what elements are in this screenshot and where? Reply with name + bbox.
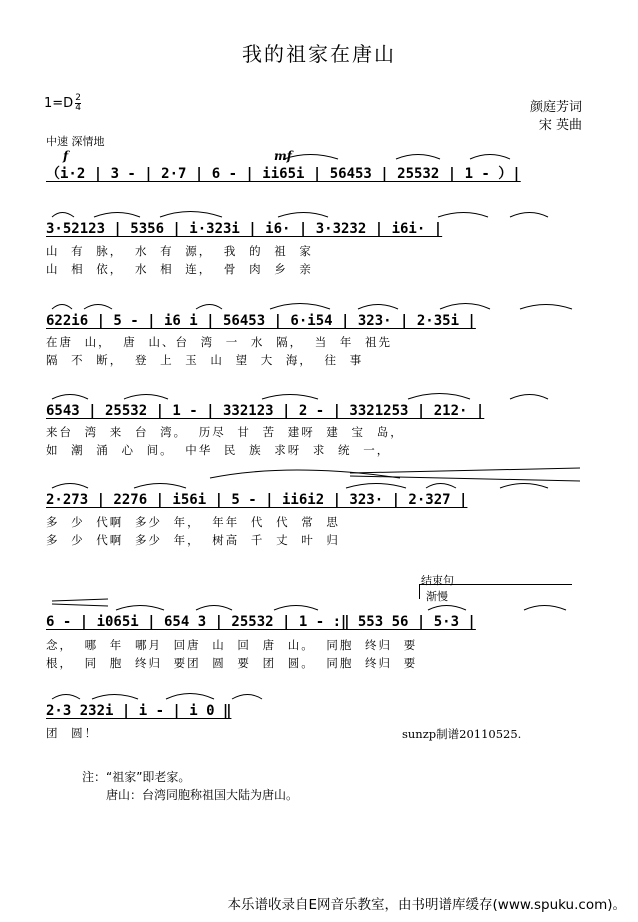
lyrics-row-3-verse-2: 隔 不 断， 登 上 玉 山 望 大 海， 往 事 <box>46 353 364 367</box>
notation-row-1: （i·2 | 3 - | 2·7 | 6 - | ii65i | 56453 | 25532 | 1 - ）| <box>46 166 521 182</box>
lyrics-row-5-verse-2: 多 少 代啊 多少 年， 树高 千 丈 叶 归 <box>46 533 340 547</box>
footnote-1: 注：“祖家”即老家。 <box>82 770 191 784</box>
lyrics-row-5-verse-1: 多 少 代啊 多少 年， 年年 代 代 常 思 <box>46 515 340 529</box>
lyrics-row-7-verse-1: 团 圆！ <box>46 726 99 740</box>
footnote-2: 唐山：台湾同胞称祖国大陆为唐山。 <box>106 788 299 802</box>
time-bottom: 4 <box>75 103 81 113</box>
lyrics-row-4-verse-2: 如 潮 涌 心 间。 中华 民 族 求呀 求 统 一， <box>46 443 391 457</box>
source-footer: 本乐谱收录自E网音乐教室，由书明谱库缓存(www.spuku.com)。 <box>227 897 626 913</box>
lyrics-row-6-verse-2: 根， 同 胞 终归 要团 圆 要 团 圆。 同胞 终归 要 <box>46 656 418 670</box>
lyricist-credit: 颜庭芳词 <box>529 100 582 115</box>
lyrics-row-4-verse-1: 来台 湾 来 台 湾。 历尽 甘 苦 建呀 建 宝 岛， <box>46 425 404 439</box>
key-signature <box>44 94 81 113</box>
coda-label: 结束句 <box>421 574 454 587</box>
lyrics-row-6-verse-1: 念， 哪 年 哪月 回唐 山 回 唐 山。 同胞 终归 要 <box>46 638 418 652</box>
notation-row-2: 3·52123 | 5356 | i·323i | i6· | 3·3232 | i6i· | <box>46 221 443 237</box>
dynamic-mf: mf <box>274 149 292 163</box>
song-title: 我的祖家在唐山 <box>242 42 396 66</box>
composer-credit: 宋 英曲 <box>538 118 582 133</box>
time-signature <box>75 94 81 113</box>
time-top: 2 <box>75 93 81 103</box>
notation-row-7: 2·3 232i | i - | i 0 ‖ <box>46 703 232 719</box>
notation-row-3: 622i6 | 5 - | i6 i | 56453 | 6·i54 | 323· | 2·35i | <box>46 313 476 329</box>
lyrics-row-3-verse-1: 在唐 山， 唐 山、台 湾 一 水 隔， 当 年 祖先 <box>46 335 393 349</box>
notation-row-6: 6 - | i065i | 654 3 | 25532 | 1 - :‖ 553 56 | 5·3 | <box>46 614 476 630</box>
lyrics-row-2-verse-2: 山 相 依， 水 相 连， 骨 肉 乡 亲 <box>46 262 313 276</box>
producer-credit: sunzp制谱20110525. <box>402 727 522 741</box>
notation-row-5: 2·273 | 2276 | i56i | 5 - | ii6i2 | 323· | 2·327 | <box>46 492 468 508</box>
lyrics-row-2-verse-1: 山 有 脉， 水 有 源， 我 的 祖 家 <box>46 244 313 258</box>
rit-label: 渐慢 <box>426 590 448 603</box>
dynamic-f: f <box>63 149 69 163</box>
key-text: 1=D <box>44 96 74 111</box>
tempo-marking: 中速 深情地 <box>46 135 105 148</box>
notation-row-4: 6543 | 25532 | 1 - | 332123 | 2 - | 3321253 | 212· | <box>46 403 485 419</box>
